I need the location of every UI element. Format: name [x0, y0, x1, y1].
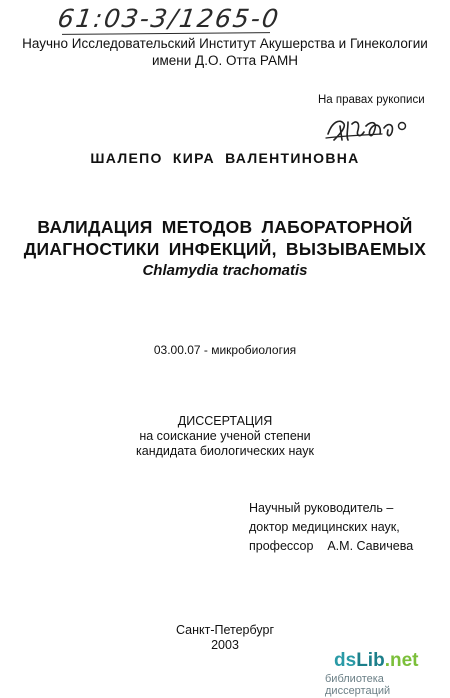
- manuscript-rights-note: На правах рукописи: [318, 94, 425, 106]
- thesis-degree: кандидата биологических наук: [136, 444, 314, 458]
- advisor-degree: доктор медицинских наук,: [249, 520, 400, 534]
- year: 2003: [211, 638, 239, 652]
- specialty-code: 03.00.07 - микробиология: [153, 343, 297, 357]
- handwritten-archive-number: 61:03-3/1265-0: [55, 4, 282, 33]
- handwritten-signature: [322, 112, 412, 148]
- watermark-logo: [334, 650, 418, 672]
- advisor-role: Научный руководитель –: [249, 501, 394, 515]
- advisor-name: профессор А.М. Савичева: [249, 539, 414, 553]
- title-line3-species: Chlamydia trachomatis: [142, 262, 308, 279]
- title-line2: ДИАГНОСТИКИ ИНФЕКЦИЙ, ВЫЗЫВАЕМЫХ: [23, 239, 427, 259]
- thesis-purpose: на соискание ученой степени: [139, 429, 311, 443]
- title-line1: ВАЛИДАЦИЯ МЕТОДОВ ЛАБОРАТОРНОЙ: [37, 217, 413, 237]
- thesis-type: ДИССЕРТАЦИЯ: [177, 414, 273, 428]
- watermark-subtitle: библиотека диссертаций: [325, 673, 391, 697]
- institute-name-line2: имени Д.О. Отта РАМН: [151, 53, 299, 68]
- watermark-logo-text: dsLib.net: [334, 650, 419, 671]
- institute-name-line1: Научно Исследовательский Институт Акушерства и Гинекологии: [22, 36, 428, 51]
- author-name: ШАЛЕПО КИРА ВАЛЕНТИНОВНА: [90, 150, 360, 166]
- city: Санкт-Петербург: [175, 623, 275, 637]
